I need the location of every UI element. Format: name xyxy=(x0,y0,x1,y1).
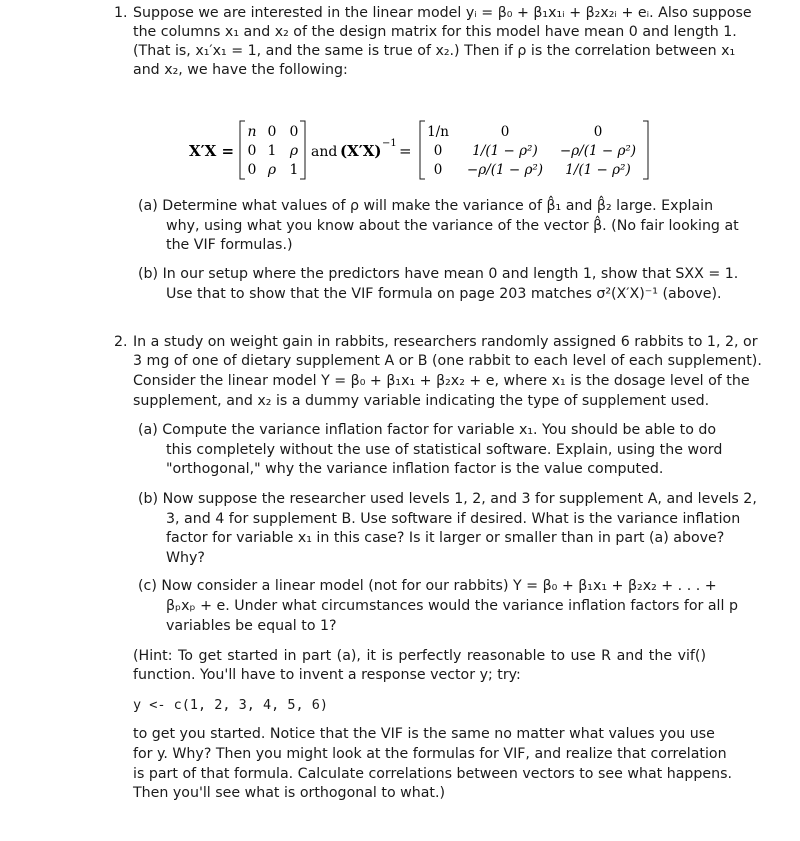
q1-number: 1. xyxy=(114,5,128,21)
inv-cell: 0 xyxy=(593,124,603,140)
inv-cell: 1/(1 − ρ²) xyxy=(472,143,538,159)
q1-line-4: and x₂, we have the following: xyxy=(133,62,348,78)
q1-line-2: the columns x₁ and x₂ of the design matrix for this model have mean 0 and length 1. xyxy=(133,24,737,40)
xtx-cell: 0 xyxy=(267,124,277,140)
xtx-cell: 0 xyxy=(247,143,257,159)
xtx-cell: 1 xyxy=(267,143,277,159)
q2b-line-1: (b) Now suppose the researcher used levels 1, 2, and 3 for supplement A, and levels 2, xyxy=(138,491,757,507)
inv-cell: −ρ/(1 − ρ²) xyxy=(559,143,637,159)
xtx-label: X′X = xyxy=(189,142,235,160)
q1-line-1: Suppose we are interested in the linear model yᵢ = β₀ + β₁x₁ᵢ + β₂x₂ᵢ + eᵢ. Also suppose xyxy=(133,5,752,21)
inv-cell: −ρ/(1 − ρ²) xyxy=(466,162,544,178)
inv-cell: 0 xyxy=(433,143,443,159)
inv-left-bracket xyxy=(420,121,425,179)
after-line-3: is part of that formula. Calculate correlations between vectors to see what happens. xyxy=(133,766,733,782)
q2a-line-3: "orthogonal," why the variance inflation factor is the value computed. xyxy=(166,461,664,477)
q2a-line-2: this completely without the use of statistical software. Explain, using the word xyxy=(166,442,723,458)
hint-line-2: function. You'll have to invent a response vector y; try: xyxy=(133,667,521,683)
xtx-cell: ρ xyxy=(267,162,277,178)
xtx-cell: 1 xyxy=(289,162,299,178)
inverse-equals: = xyxy=(399,142,412,160)
q1a-line-3: the VIF formulas.) xyxy=(166,237,293,253)
q2-line-4: supplement, and x₂ is a dummy variable indicating the type of supplement used. xyxy=(133,393,710,409)
inv-cell: 0 xyxy=(433,162,443,178)
q2-line-3: Consider the linear model Y = β₀ + β₁x₁ + β₂x₂ + e, where x₁ is the dosage level of the xyxy=(133,373,750,389)
q2b-line-3: factor for variable x₁ in this case? Is it larger or smaller than in part (a) above? xyxy=(166,530,725,546)
inv-cell: 1/(1 − ρ²) xyxy=(565,162,631,178)
after-line-1: to get you started. Notice that the VIF is the same no matter what values you use xyxy=(133,726,715,742)
inverse-exponent: −1 xyxy=(382,138,397,149)
q1b-line-1: (b) In our setup where the predictors have mean 0 and length 1, show that SXX = 1. xyxy=(138,266,739,282)
q2b-line-4: Why? xyxy=(166,550,205,566)
q2b-line-2: 3, and 4 for supplement B. Use software if desired. What is the variance inflation xyxy=(166,511,741,527)
inv-cell: 1/n xyxy=(427,124,449,140)
q2a-line-1: (a) Compute the variance inflation factor for variable x₁. You should be able to do xyxy=(138,422,717,438)
hint-line-1: (Hint: To get started in part (a), it is perfectly reasonable to use R and the vif() xyxy=(133,648,706,664)
xtx-cell: 0 xyxy=(289,124,299,140)
q1-line-3: (That is, x₁′x₁ = 1, and the same is true of x₂.) Then if ρ is the correlation between x₁ xyxy=(133,43,736,59)
xtx-cell: 0 xyxy=(247,162,257,178)
and-word: and xyxy=(311,144,338,160)
q2c-line-1: (c) Now consider a linear model (not for our rabbits) Y = β₀ + β₁x₁ + β₂x₂ + . . . + xyxy=(138,578,717,594)
inverse-label: (X′X) xyxy=(340,142,382,160)
inv-right-bracket xyxy=(643,121,648,179)
inv-cell: 0 xyxy=(500,124,510,140)
xtx-right-bracket xyxy=(300,121,305,179)
xtx-cell: n xyxy=(247,124,257,140)
after-line-2: for y. Why? Then you might look at the formulas for VIF, and realize that correlation xyxy=(133,746,727,762)
after-line-4: Then you'll see what is orthogonal to what.) xyxy=(133,785,446,801)
q2-number: 2. xyxy=(114,334,128,350)
q2-line-1: In a study on weight gain in rabbits, researchers randomly assigned 6 rabbits to 1, 2, or xyxy=(133,334,758,350)
q1a-line-2: why, using what you know about the variance of the vector β̂. (No fair looking at xyxy=(166,218,739,234)
r-code-line: y <- c(1, 2, 3, 4, 5, 6) xyxy=(133,697,329,713)
xtx-cell: ρ xyxy=(289,143,299,159)
q2c-line-3: variables be equal to 1? xyxy=(166,618,337,634)
q1b-line-2: Use that to show that the VIF formula on page 203 matches σ²(X′X)⁻¹ (above). xyxy=(166,286,722,302)
q2-line-2: 3 mg of one of dietary supplement A or B (one rabbit to each level of each supplement). xyxy=(133,353,762,369)
q1a-line-1: (a) Determine what values of ρ will make the variance of β̂₁ and β̂₂ large. Explain xyxy=(138,198,714,214)
matrix-equation xyxy=(0,116,800,191)
q2c-line-2: βₚxₚ + e. Under what circumstances would the variance inflation factors for all p xyxy=(166,598,738,614)
xtx-left-bracket xyxy=(240,121,245,179)
